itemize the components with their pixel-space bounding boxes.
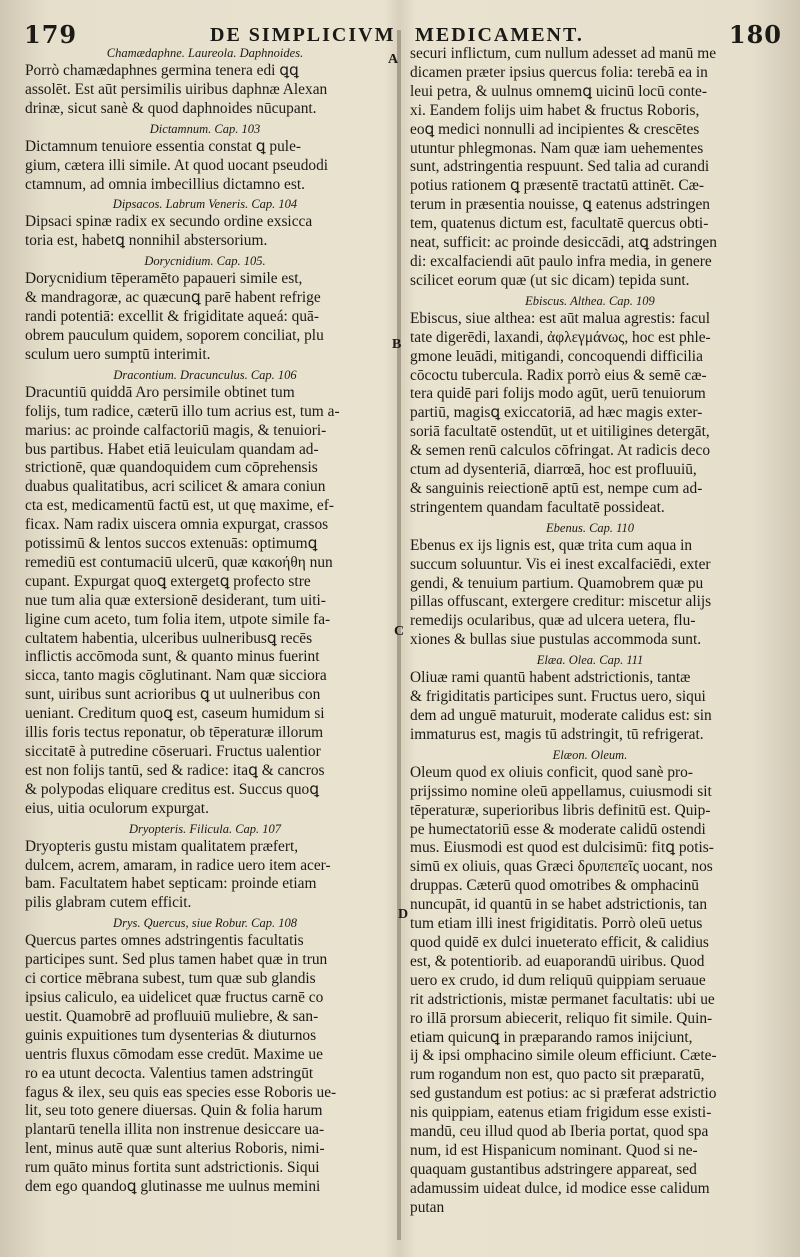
text-line: quod quidē ex dulci inueterato efficit, & calidius: [410, 933, 709, 951]
text-line: xi. Eandem folijs uim habet & fructus Roboris,: [410, 101, 700, 119]
text-line: remediū est contumaciū ulcerū, quæ κακοήθη nun: [25, 553, 333, 571]
text-line: gmone leuādi, mitigandi, concoquendi difficilia: [410, 347, 703, 365]
text-line: cultatem habentia, ulceribus uulneribusꝗ recēs: [25, 629, 313, 647]
text-section: [25, 915, 385, 1197]
text-section: [410, 747, 770, 1218]
text-line: drinæ, sicut sanè & quod daphnoides nūcupant.: [25, 99, 317, 117]
text-section: [25, 253, 385, 365]
section-heading: Elæon. Oleum.: [552, 747, 628, 762]
text-line: mandū, ceu illud quod ab Iberia portat, quod spa: [410, 1123, 709, 1141]
text-line: cōcoctu tubercula. Radix porrò eius & semē cæ-: [410, 366, 707, 384]
text-line: ueniant. Creditum quoꝗ est, caseum humidum si: [25, 705, 325, 723]
text-line: tate digerēdi, laxandi, ἀφλεγμάνως, hoc est phle-: [410, 328, 711, 346]
left-page-number: 179: [24, 20, 78, 49]
section-heading: Dorycnidium. Cap. 105.: [144, 254, 266, 269]
section-heading: Dipsacos. Labrum Veneris. Cap. 104: [112, 197, 298, 212]
text-line: potissimū & lentos succos extenuās: optimumꝗ: [25, 535, 318, 553]
text-line: illis foris tectus reponatur, ob tēperaturæ illorum: [25, 724, 324, 742]
text-line: toria est, habetꝗ nonnihil abstersorium.: [25, 232, 268, 250]
text-line: nue tum alia quæ extersionē desiderant, tum uiti-: [25, 591, 326, 609]
text-line: ro ea utunt decocta. Valentius tamen adstringūt: [25, 1064, 314, 1082]
text-line: randi potentiā: excellit & frigiditate aqueá: quā-: [25, 308, 320, 326]
text-line: siccitatē à putredine cōseruari. Fructus ualentior: [25, 743, 321, 760]
text-line: inflictis accōmoda sunt, & quanto minus fuerint: [25, 648, 320, 666]
running-head-right: MEDICAMENT.: [415, 24, 584, 46]
text-line: fagus & ilex, seu quis eas species esse Roboris ue-: [25, 1083, 337, 1101]
running-head-left: DE SIMPLICIVM: [210, 24, 396, 46]
text-line: & mandragoræ, ac quæcunꝗ parē habent refrige: [25, 289, 321, 307]
text-line: sed gustandum est potius: ac si præferat adstrictio: [410, 1085, 717, 1103]
text-line: potius rationem ꝗ præsentē tractatū attinēt. Cæ-: [410, 177, 705, 195]
text-line: cupant. Expurgat quoꝗ extergetꝗ profecto stre: [25, 572, 311, 590]
text-line: gendi, & tenuium partium. Quamobrem quæ pu: [410, 574, 704, 592]
text-line: guinis expuitiones tum dysenterias & diuturnos: [25, 1026, 317, 1044]
text-line: sicca, tanto magis cōglutinant. Nam quæ sicciora: [25, 667, 327, 685]
text-line: tēperaturæ, superioribus libris definitū est. Quip-: [410, 801, 711, 819]
text-line: dulcem, acrem, amaram, in radice uero item acer-: [25, 856, 331, 874]
text-line: Porrò chamædaphnes germina tenera edi ꝗꝗ: [25, 62, 299, 79]
text-line: adamussim uideat dulce, id modice esse calidum: [410, 1179, 710, 1197]
text-line: num, id est Hispanicum nominant. Quod si ne-: [410, 1141, 698, 1159]
text-line: pillas offuscant, extergere creditur: miscetur alijs: [410, 593, 712, 611]
text-line: securi inflictum, cum nullum adesset ad manū me: [410, 45, 717, 62]
text-line: nis quippiam, eatenus etiam frigidum esse existi-: [410, 1104, 712, 1122]
text-line: simū ex oliuis, quas Græci δρυπεπεῖς uocant, nos: [410, 858, 713, 876]
text-line: remedijs ocularibus, quæ ad ulcera uetera, flu-: [410, 612, 696, 630]
section-heading: Drys. Quercus, siue Robur. Cap. 108: [113, 916, 297, 931]
text-line: folijs, tum radice, cæterū illo tum acrius est, tum a-: [25, 402, 340, 420]
text-section: [25, 45, 385, 119]
text-line: rum quāto minus fortita sunt adstrictionis. Siqui: [25, 1159, 320, 1177]
text-line: sunt, uiribus sunt acrioribus ꝗ ut uulneribus con: [25, 686, 321, 704]
text-line: participes sunt. Sed plus tamen habet quæ in trun: [25, 951, 328, 969]
text-section: [410, 45, 770, 291]
text-line: Dipsaci spinæ radix ex secundo ordine exsicca: [25, 213, 313, 231]
text-line: tem, quatenus dictum est, facultatē quercus obti-: [410, 215, 709, 233]
text-line: immaturus est, magis tū adstringit, tū refrigerat.: [410, 725, 704, 743]
text-line: Dryopteris gustu mistam qualitatem præfert,: [25, 837, 299, 855]
text-line: ci cortice mēbrana subest, tum quæ sub glandis: [25, 970, 316, 988]
right-page-number: 180: [728, 20, 782, 49]
text-section: [410, 652, 770, 745]
text-line: lent, minus autē quæ sunt alterius Roboris, nimi-: [25, 1140, 325, 1158]
text-line: dem ad unguē maturuit, moderate calidus est: sin: [410, 707, 712, 724]
text-line: Ebiscus, siue althea: est aūt malua agrestis: facul: [410, 309, 711, 327]
text-line: Quercus partes omnes adstringentis facultatis: [25, 932, 304, 950]
text-line: Dorycnidium tēperamēto papaueri simile est,: [25, 270, 303, 288]
text-line: Dracuntiū quiddā Aro persimile obtinet tum: [25, 383, 295, 401]
text-line: leui petra, & uulnus omnemꝗ uicinū locū conte-: [410, 82, 707, 100]
text-line: & sanguinis reiectionē aptū est, nempe cum ad-: [410, 479, 703, 497]
text-line: bus partibus. Habet etiā leuiculam quandam ad-: [25, 440, 319, 458]
text-line: pilis glabram cutem efficit.: [25, 894, 192, 912]
left-text-column: [25, 45, 385, 1199]
text-line: soriā facultatē ostendūt, ut et uitiligines detergāt,: [410, 423, 710, 441]
section-heading: Dryopteris. Filicula. Cap. 107: [128, 821, 282, 836]
text-line: ctamnum, ad omnia imbecillius dictamno est.: [25, 175, 305, 193]
text-line: scilicet eorum quæ (ut sic dicam) tepida sunt.: [410, 271, 690, 289]
text-line: strictionē, quæ quandoquidem cum cōprehensis: [25, 459, 318, 477]
section-heading: Ebenus. Cap. 110: [546, 520, 634, 535]
text-line: duabus qualitatibus, acri scilicet & amara coniun: [25, 478, 326, 496]
text-line: prijssimo nomine oleū appellamus, cuiusmodi sit: [410, 782, 712, 800]
text-line: etiam quicunꝗ in præparando ramos inijciunt,: [410, 1028, 693, 1046]
text-line: obrem pauculum quidem, soporem conciliat, plu: [25, 326, 324, 344]
text-line: gium, cætera illi simile. At quod uocant pseudodi: [25, 156, 329, 174]
text-line: ro illā prorsum abiecerit, reliquo fit simile. Quin-: [410, 1009, 713, 1027]
text-line: uestit. Quamobrē ad profluuiū muliebre, & san-: [25, 1007, 319, 1025]
text-line: ficax. Nam radix uiscera omnia expurgat, crassos: [25, 516, 329, 534]
text-line: dicamen præter ipsius quercus folia: terebā ea in: [410, 63, 708, 81]
section-heading: Ebiscus. Althea. Cap. 109: [525, 293, 655, 308]
text-line: dem ego quandoꝗ glutinasse me uulnus memini: [25, 1178, 321, 1196]
text-line: cta est, medicamentū factū est, ut quę maxime, ef-: [25, 497, 334, 515]
text-line: bam. Facultatem habet septicam: proinde etiam: [25, 875, 317, 893]
text-line: est, & potentiorib. ad euaporandū uiribus. Quod: [410, 952, 705, 970]
text-line: est non folijs tantū, sed & radice: itaꝗ & cancros: [25, 761, 325, 779]
section-heading: Chamædaphne. Laureola. Daphnoides.: [106, 46, 304, 60]
text-line: sunt, adstringentia respuunt. Sed talia ad curandi: [410, 158, 710, 176]
text-line: neat, sufficit: ac proinde desiccādi, atꝗ adstringen: [410, 234, 717, 252]
text-line: di: excalfaciendi aūt paulo infra media, in genere: [410, 252, 712, 270]
text-line: terum in præsentia nouisse, ꝗ eatenus adstringen: [410, 196, 710, 214]
margin-letter-d: D: [398, 907, 409, 922]
text-line: succum soluuntur. Vis ei inest excalfaciēdi, exter: [410, 555, 711, 573]
text-line: rum rogandum non est, quo pacto sit præparatū,: [410, 1066, 705, 1084]
text-line: eoꝗ medici nonnulli ad incipientes & crescētes: [410, 120, 700, 138]
text-section: [410, 520, 770, 650]
text-line: plantarū tenella illita non instrenue desiccare ua-: [25, 1121, 325, 1139]
section-heading: Dracontium. Dracunculus. Cap. 106: [113, 367, 297, 382]
text-section: [25, 121, 385, 195]
text-line: Ebenus ex ijs lignis est, quæ trita cum aqua in: [410, 536, 693, 554]
text-line: ctum ad dysenteriā, diarrœā, hoc est profluuiū,: [410, 461, 697, 479]
text-line: putan: [410, 1198, 445, 1216]
text-line: tera quidē pari folijs modo agūt, uerū tenuiorum: [410, 385, 706, 403]
text-line: lit, seu toto genere diuersas. Quin & folia harum: [25, 1102, 323, 1120]
text-line: quaquam gustantibus adstringere appareat, sed: [410, 1160, 697, 1178]
text-line: mus. Eiusmodi est quod est dulcisimū: fitꝗ potis-: [410, 839, 714, 857]
text-line: & polypodas eliquare creditus est. Succus quoꝗ: [25, 780, 320, 798]
text-line: tum etiam illi inest frigiditatis. Porrò oleū uetus: [410, 915, 703, 933]
text-line: partiū, magisꝗ exiccatoriā, ad hæc magis exter-: [410, 404, 703, 422]
text-line: nuncupāt, id quantū in se habet adstrictionis, tan: [410, 896, 708, 914]
text-section: [410, 293, 770, 518]
text-line: xiones & bullas siue pustulas accommoda sunt.: [410, 631, 702, 649]
text-line: sculum uero sumptū interimit.: [25, 345, 211, 363]
margin-letter-a: A: [388, 52, 399, 67]
text-line: uentris fluxus cōmodam esse credūt. Maxime ue: [25, 1045, 323, 1063]
text-section: [25, 821, 385, 914]
text-line: Oliuæ rami quantū habent adstrictionis, tantæ: [410, 669, 691, 687]
margin-letter-b: B: [392, 337, 402, 352]
section-heading: Dictamnum. Cap. 103: [149, 121, 261, 136]
text-line: marius: ac proinde calfactoriū magis, & tenuiori-: [25, 421, 327, 439]
text-line: druppas. Cæterū quod omotribes & omphacinū: [410, 877, 699, 895]
section-heading: Elæa. Olea. Cap. 111: [536, 653, 644, 668]
text-line: ipsius caliculo, ea uidelicet quæ fructus carnē co: [25, 988, 324, 1006]
text-line: ij & ipsi omphacino simile oleum efficiunt. Cæte-: [410, 1047, 717, 1065]
text-line: assolēt. Est aūt persimilis uiribus daphnæ Alexan: [25, 80, 328, 98]
text-line: & frigiditatis participes sunt. Fructus uero, siqui: [410, 688, 706, 706]
text-line: utuntur phlegmonas. Nam quæ iam uehementes: [410, 139, 704, 157]
text-line: ligine cum aceto, tum folia item, utpote simile fa-: [25, 610, 331, 628]
text-line: Dictamnum tenuiore essentia constat ꝗ pule-: [25, 137, 302, 155]
text-line: eius, uitia oculorum expurgat.: [25, 799, 209, 817]
text-line: pe humectatoriū esse & moderate calidū ostendi: [410, 820, 706, 838]
right-text-column: [410, 45, 770, 1220]
text-section: [25, 196, 385, 251]
text-section: [25, 367, 385, 819]
text-line: Oleum quod ex oliuis conficit, quod sanè pro-: [410, 763, 693, 781]
text-line: stringentem quandam facultatē possideat.: [410, 498, 665, 516]
text-line: rit adstrictionis, mistæ permanet facultatis: ubi ue: [410, 990, 715, 1008]
margin-letter-c: C: [394, 624, 405, 639]
text-line: & semen renū calculos cōfringat. At radicis deco: [410, 442, 711, 460]
text-line: uero ex crudo, id dum reliquū quippiam seruaue: [410, 971, 706, 989]
